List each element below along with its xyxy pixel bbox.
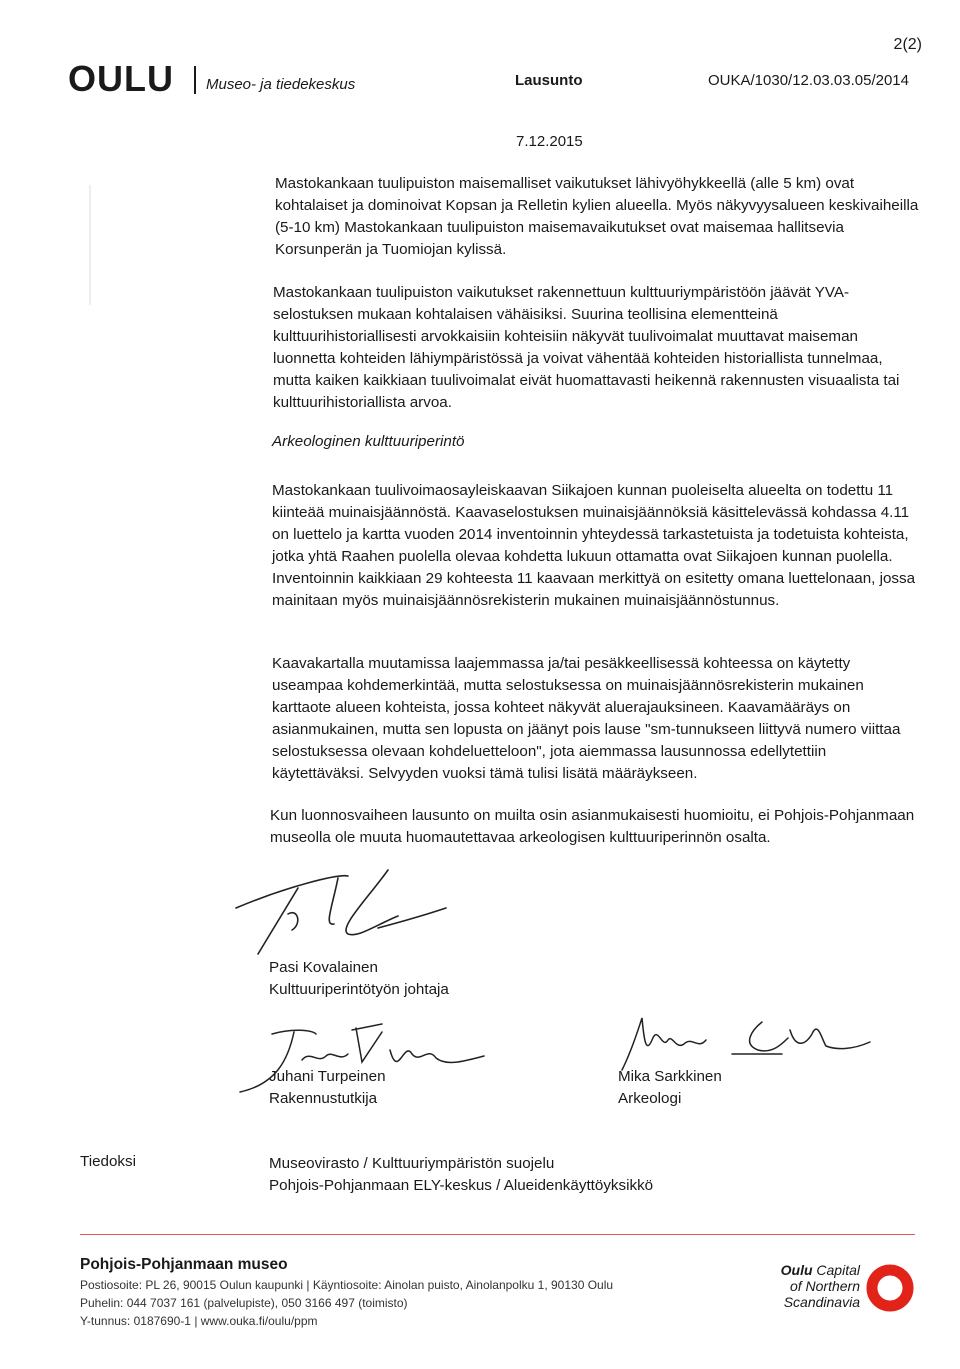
footer-divider (80, 1234, 915, 1235)
distribution-label: Tiedoksi (80, 1153, 136, 1170)
logo-subtitle: Museo- ja tiedekeskus (206, 76, 356, 93)
signer-name: Pasi Kovalainen (269, 959, 378, 976)
signature-block-sarkkinen (618, 1066, 722, 1110)
signer-name: Juhani Turpeinen (269, 1068, 386, 1085)
signature-block-turpeinen (269, 1066, 386, 1110)
slogan-word: Oulu (780, 1262, 813, 1278)
footer-slogan (780, 1262, 860, 1310)
signature-block-kovalainen (269, 957, 449, 1001)
paragraph-archaeological-sites: Mastokankaan tuulivoimaosayleiskaavan Siikajoen kunnan puoleiselta alueelta on todettu 11 kiinteää muinaisjäännöstä. Kaavaselostuksen muinaisjäännöksiä käsittelevässä kohdassa 4.11 on luettelo ja kartta vuoden 2014 inventoinnin yhteydessä tarkastetuista ja todetuista kohteista, jotka yhtä Raahen puolella olevaa kohdetta lukuun ottamatta ovat Siikajoen kunnan puolella. Inventoinnin kaikkiaan 29 kohteesta 11 kaavaan merkittyä on esitetty omana luettelonaan, jossa mainitaan myös muinaisjäännösrekisterin mukainen muinaisjäännöstunnus. (272, 482, 916, 609)
slogan-line: Scandinavia (783, 1294, 860, 1310)
paragraph-landscape-impact: Mastokankaan tuulipuiston maisemalliset vaikutukset lähivyöhykkeellä (alle 5 km) ovat kohtalaiset ja dominoivat Kopsan ja Relletin kylien alueella. Myös näkyvyysalueen keskivaiheilla (5-10 km) Mastokankaan tuulipuiston maisemavaikutukset ovat maisemaa hallitsevia Korsunperän ja Tuomiojan kylissä. (275, 175, 919, 258)
signature-kovalainen (228, 868, 468, 960)
signer-title: Rakennustutkija (269, 1090, 378, 1107)
footer-business-id: Y-tunnus: 0187690-1 | www.ouka.fi/oulu/ppm (80, 1314, 318, 1328)
page-number: 2(2) (893, 36, 922, 53)
logo-divider (194, 66, 196, 94)
oulu-o-logo-icon (866, 1264, 914, 1312)
document-date: 7.12.2015 (516, 133, 583, 150)
footer-organization: Pohjois-Pohjanmaan museo (80, 1256, 288, 1273)
recipient: Museovirasto / Kulttuuriympäristön suojelu (269, 1155, 555, 1172)
paragraph-conclusion: Kun luonnosvaiheen lausunto on muilta osin asianmukaisesti huomioitu, ei Pohjois-Pohjanmaan museolla ole muuta huomautettavaa arkeologisen kulttuuriperinnön osalta. (270, 807, 915, 846)
signer-name: Mika Sarkkinen (618, 1068, 722, 1085)
document-type: Lausunto (515, 72, 583, 89)
scan-artifact (88, 185, 92, 305)
slogan-word: Capital (816, 1262, 860, 1278)
paragraph-zoning-map: Kaavakartalla muutamissa laajemmassa ja/tai pesäkkeellisessä kohteessa on käytetty useampaa kohdemerkintää, mutta selostuksessa on muinaisjäännösrekisterin mukainen karttaote alueen kohteista, jossa kohteet näkyvät aluerajauksineen. Kaavamääräys on asianmukainen, mutta sen lopusta on jäänyt pois lause "sm-tunnukseen liittyvä numero viittaa selostuksessa olevaan kohdeluetteloon", jota aiemmassa lausunnossa edellytettiin käytettäväksi. Selvyyden vuoksi tämä tulisi lisätä määräykseen. (272, 655, 901, 782)
slogan-line: of Northern (789, 1278, 860, 1294)
signer-title: Kulttuuriperintötyön johtaja (269, 981, 449, 998)
footer-address: Postiosoite: PL 26, 90015 Oulun kaupunki | Käyntiosoite: Ainolan puisto, Ainolanpolku 1, 90130 Oulu (80, 1278, 614, 1292)
paragraph-built-environment: Mastokankaan tuulipuiston vaikutukset rakennettuun kulttuuriympäristöön jäävät YVA-selostuksen mukaan kohtalaisen vähäisiksi. Suurina teollisina elementteinä kulttuurihistoriallisesti arvokkaisiin kohteisiin näkyvät tuulivoimalat muuttavat maiseman luonnetta kohteiden lähiympäristössä ja voivat vähentää kohteiden historiallista tunnelmaa, mutta kaiken kaikkiaan tuulivoimalat eivät huomattavasti heikennä rakennusten visuaalista tai kulttuurihistoriallista arvoa. (273, 284, 900, 411)
section-heading: Arkeologinen kulttuuriperintö (272, 433, 465, 450)
footer-phone: Puhelin: 044 7037 161 (palvelupiste), 050 3166 497 (toimisto) (80, 1296, 408, 1310)
document-reference: OUKA/1030/12.03.03.05/2014 (708, 72, 909, 89)
signer-title: Arkeologi (618, 1090, 682, 1107)
distribution-list (269, 1153, 653, 1197)
recipient: Pohjois-Pohjanmaan ELY-keskus / Alueidenkäyttöyksikkö (269, 1177, 654, 1194)
oulu-logo: OULU (68, 58, 174, 99)
